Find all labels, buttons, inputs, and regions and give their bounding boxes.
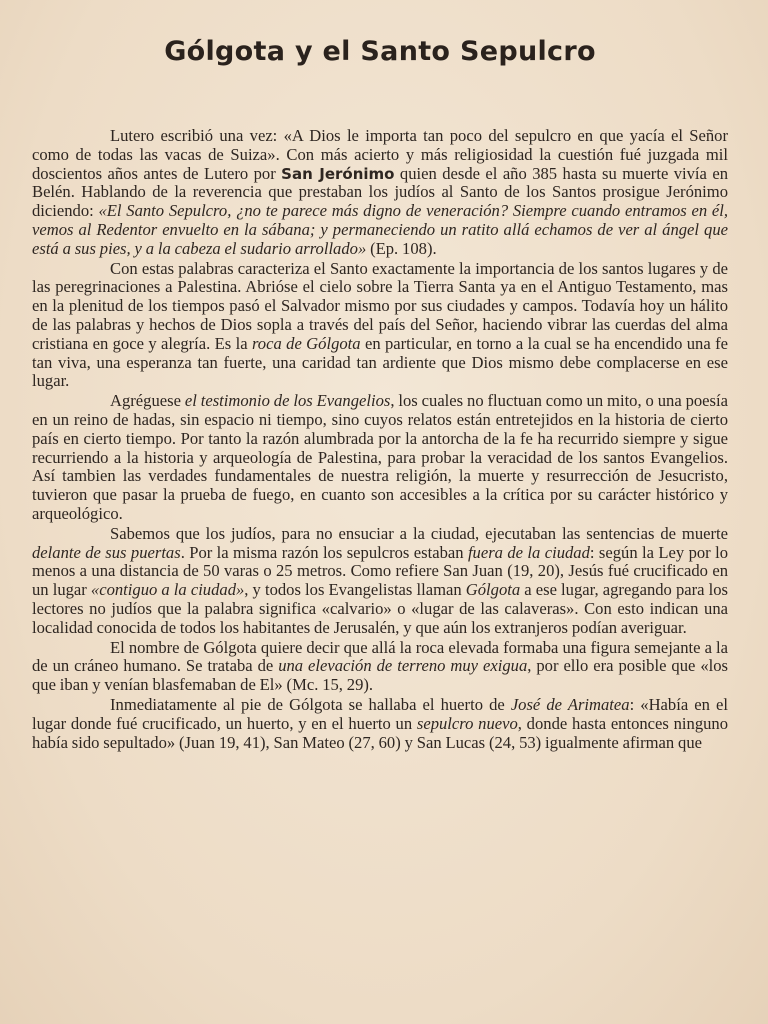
paragraph-text: : según la Ley por lo menos a una distancia de 50 varas o 25 metros. Como refiere San Juan (19, 20), Jesús fué crucificado en un lugar <box>32 542 728 600</box>
paragraph-text: El nombre de Gólgota quiere decir que allá la roca elevada formaba una figura semejante a la de un cráneo humano. Se trataba de <box>32 637 728 676</box>
italic-text: Gólgota <box>465 580 521 600</box>
italic-text: «contiguo a la ciudad» <box>90 580 245 600</box>
paragraph-text: Lutero escribió una vez: «A Dios le importa tan poco del sepulcro en que yacía el Señor como de todas las vacas de Suiza». Con más acierto y más religiosidad la cuestión fué juzgada mil doscientos años antes de Lutero por <box>32 126 728 183</box>
paragraph-text: Sabemos que los judíos, para no ensuciar a la ciudad, ejecutaban las sentencias de muerte <box>110 523 728 543</box>
bold-text: San Jerónimo <box>281 164 395 183</box>
paragraph-text: , por ello era posible que «los que iban y venían blasfemaban de El» (Mc. 15, 29). <box>32 656 728 695</box>
page-title: Gólgota y el Santo Sepulcro <box>164 36 596 67</box>
italic-text: fuera de la ciudad <box>467 542 590 562</box>
paragraph-text: en particular, en torno a la cual se ha encendido una fe tan viva, una esperanza tan fuerte, una caridad tan ardiente que Dios mismo debe complacerse en ese lugar. <box>32 333 728 391</box>
paragraph <box>32 639 728 695</box>
italic-text: sepulcro nuevo <box>416 713 518 733</box>
paragraph-text: Agréguese <box>110 391 185 411</box>
italic-text: el testimonio de los Evangelios <box>184 391 391 411</box>
paragraph <box>32 127 728 259</box>
article-body <box>32 127 728 752</box>
italic-text: José de Arimatea <box>510 694 630 714</box>
paragraph-text: quien desde el año 385 hasta su muerte vivía en Belén. Hablando de la reverencia que prestaban los judíos al Santo de los Santos prosigue Jerónimo diciendo: <box>32 163 729 221</box>
paragraph-text: Inmediatamente al pie de Gólgota se hallaba el huerto de <box>110 694 511 714</box>
italic-text: una elevación de terreno muy exigua <box>278 656 528 676</box>
paragraph <box>32 696 728 752</box>
paragraph <box>32 392 728 524</box>
paragraph <box>32 260 728 392</box>
paragraph-text: , los cuales no fluctuan como un mito, o una poesía en un reino de hadas, sin espacio ni tiempo, sino cuyos relatos están entretejidos en la historia de cierto país en cierto tiempo. Por tanto la razón alumbrada por la antorcha de la fe ha recurrido siempre y sigue recurriendo a la historia y arqueología de Palestina, para probar la veracidad de los santos Evangelios. Así tambien las verdades fundamentales de nuestra religión, la muerte y resurrección de Jesucristo, tuvieron que pasar la prueba de fuego, en cuanto son accesibles a la crítica por su carácter histórico y arqueológico. <box>32 391 728 523</box>
italic-text: «El Santo Sepulcro, ¿no te parece más digno de veneración? Siempre cuando entramos en él, vemos al Redentor envuelto en la sábana; y permaneciendo un ratito allá echamos de ver al ángel que está a sus pies, y a la cabeza el sudario arrollado» <box>32 201 728 258</box>
paragraph-text: Con estas palabras caracteriza el Santo exactamente la importancia de los santos lugares y de las peregrinaciones a Palestina. Abrióse el cielo sobre la Tierra Santa ya en el Antiguo Testamento, mas en la plenitud de los tiempos pasó el Salvador mismo por sus ciudades y campos. Todavía hoy un hálito de las palabras y hechos de Dios sopla a través del país del Señor, haciendo vibrar las cuerdas del alma cristiana en goce y alegría. Es la <box>32 258 728 353</box>
paragraph-text: : «Había en el lugar donde fué crucificado, un huerto, y en el huerto un <box>32 694 728 733</box>
italic-text: delante de sus puertas <box>32 542 181 562</box>
paragraph-text: (Ep. 108). <box>366 238 437 258</box>
italic-text: roca de Gólgota <box>251 333 361 353</box>
paragraph <box>32 525 728 638</box>
paragraph-text: a ese lugar, agregando para los lectores no judíos que la palabra significa «calvario» o «lugar de las calaveras». Con esto indican una localidad conocida de todos los habitantes de Jerusalén, y que aún los extranjeros podían averiguar. <box>32 580 729 637</box>
paragraph-text: , donde hasta entonces ninguno había sido sepultado» (Juan 19, 41), San Mateo (27, 60) y San Lucas (24, 53) igualmente afirman que <box>32 713 729 752</box>
paragraph-text: , y todos los Evangelistas llaman <box>244 580 466 600</box>
paragraph-text: . Por la misma razón los sepulcros estaban <box>180 542 468 562</box>
